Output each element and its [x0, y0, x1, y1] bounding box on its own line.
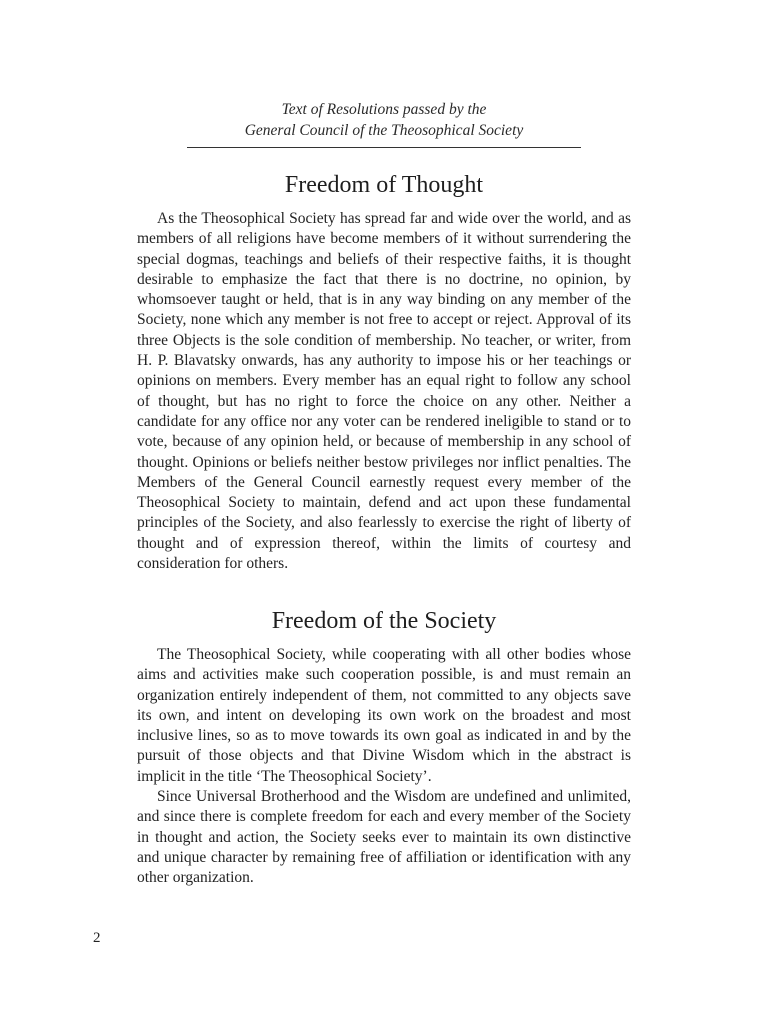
header-rule: [187, 147, 581, 148]
page-number: 2: [93, 930, 101, 946]
header-line-1: Text of Resolutions passed by the: [281, 101, 487, 118]
section-heading-freedom-of-the-society: Freedom of the Society: [271, 608, 497, 634]
running-header: [187, 99, 581, 141]
section-body-freedom-of-the-society: [137, 645, 631, 889]
section-heading-freedom-of-thought: Freedom of Thought: [284, 172, 484, 198]
section-body-freedom-of-thought: [137, 209, 631, 574]
paragraph: As the Theosophical Society has spread far and wide over the world, and as members of all religions have become members of it without surrendering the special dogmas, teachings and beliefs of their respective faiths, it is thought desirable to emphasize the fact that there is no doctrine, no opinion, by whomsoever taught or held, that is in any way binding on any member of the Society, none which any member is not free to accept or reject. Approval of its three Objects is the sole condition of membership. No teacher, or writer, from H. P. Blavatsky onwards, has any authority to impose his or her teachings or opinions on members. Every member has an equal right to follow any school of thought, but has no right to force the choice on any other. Neither a candidate for any office nor any voter can be rendered ineligible to stand or to vote, because of any opinion held, or because of membership in any school of thought. Opinions or beliefs neither bestow privileges nor inflict penalties. The Members of the General Council earnestly request every member of the Theosophical Society to maintain, defend and act upon these fundamental principles of the Society, and also fearlessly to exercise the right of liberty of thought and of expression thereof, within the limits of courtesy and consideration for others.: [137, 210, 631, 573]
paragraph: Since Universal Brotherhood and the Wisdom are undefined and unlimited, and since there is complete freedom for each and every member of the Society in thought and action, the Society seeks ever to maintain its own distinctive and unique character by remaining free of affiliation or identification with any other organization.: [137, 788, 631, 887]
header-line-2: General Council of the Theosophical Society: [244, 122, 524, 139]
paragraph: The Theosophical Society, while cooperating with all other bodies whose aims and activities make such cooperation possible, is and must remain an organization entirely independent of them, not committed to any objects save its own, and intent on developing its own work on the broadest and most inclusive lines, so as to move towards its own goal as indicated in and by the pursuit of those objects and that Divine Wisdom which in the abstract is implicit in the title ‘The Theosophical Society’.: [137, 646, 631, 785]
